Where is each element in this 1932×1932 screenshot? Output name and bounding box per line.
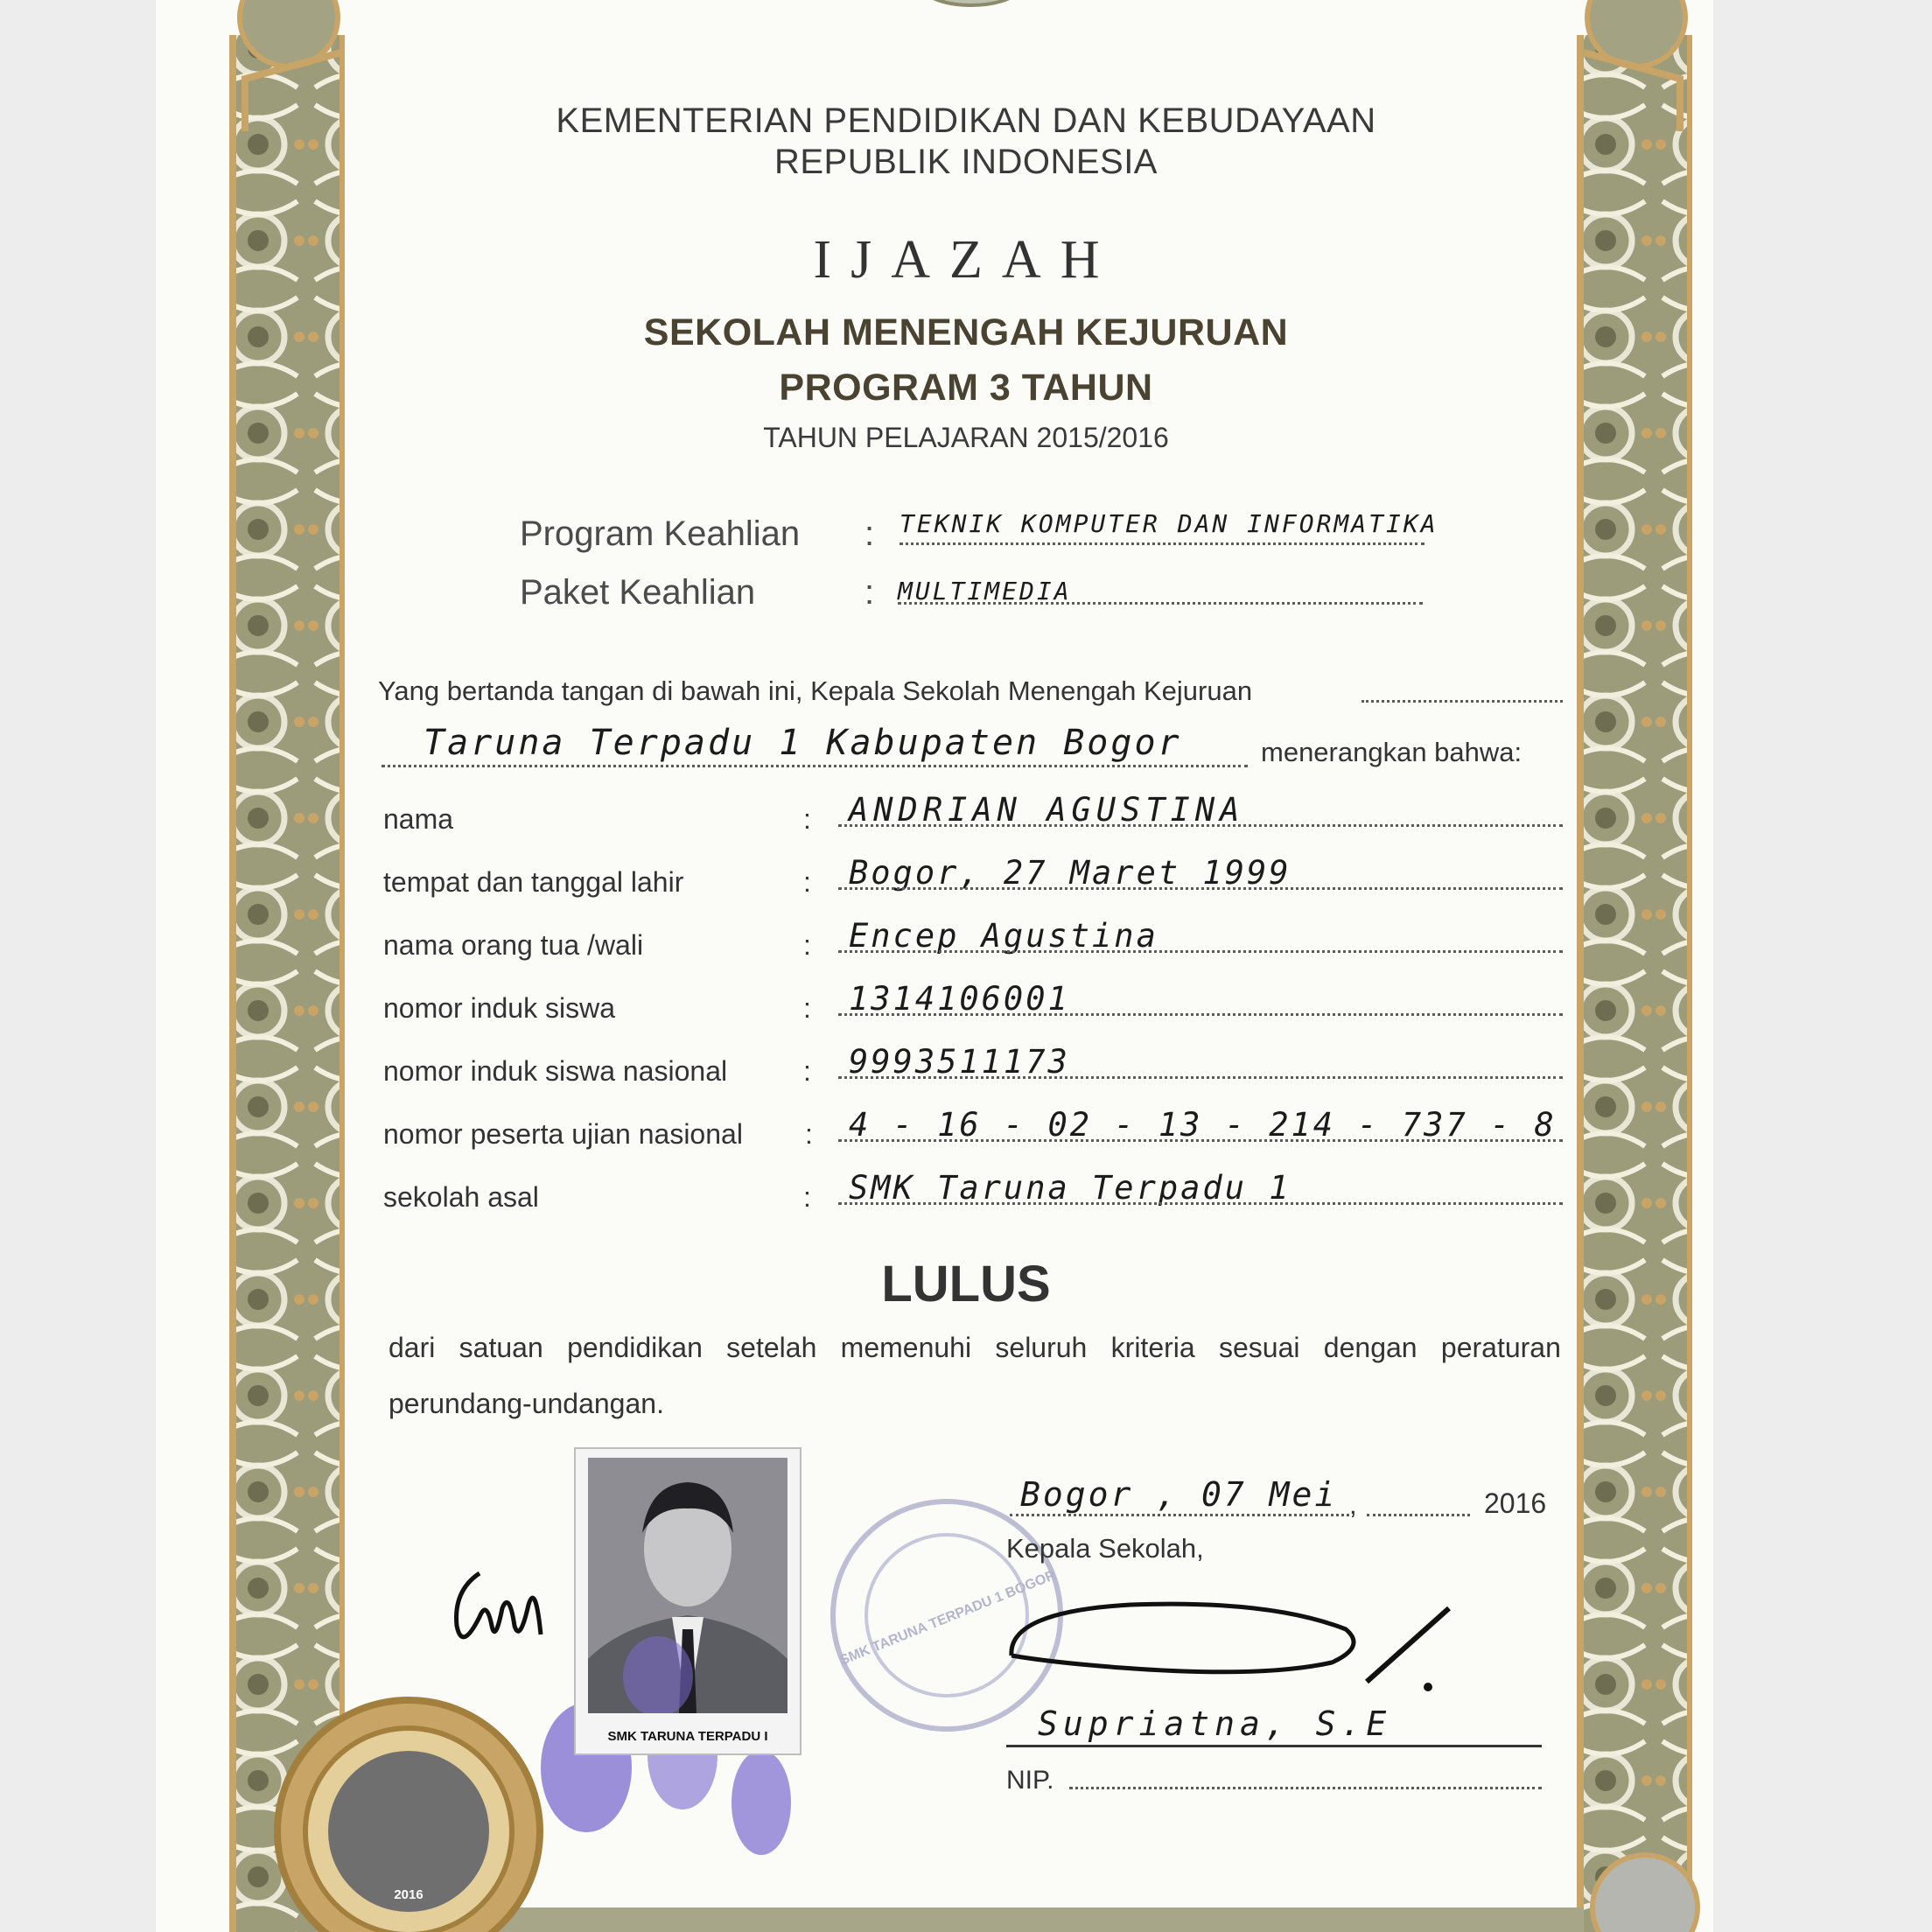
- program-value: TEKNIK KOMPUTER DAN INFORMATIKA: [900, 509, 1438, 538]
- field-dotted-line: [838, 1202, 1563, 1205]
- desc-word: memenuhi: [840, 1332, 972, 1363]
- signing-year: 2016: [1484, 1488, 1547, 1519]
- desc-word: setelah: [726, 1332, 817, 1363]
- desc-word: dengan: [1323, 1332, 1418, 1363]
- desc-word: pendidikan: [567, 1332, 703, 1363]
- gold-seal: [264, 1678, 553, 1932]
- field-label-parent: nama orang tua /wali: [383, 929, 644, 961]
- document-title: IJAZAH: [813, 230, 1119, 290]
- field-colon: :: [803, 1055, 811, 1087]
- principal-title: Kepala Sekolah,: [1006, 1533, 1204, 1564]
- program-colon: :: [864, 514, 875, 553]
- field-value-origin-school: SMK Taruna Terpadu 1: [849, 1169, 1292, 1207]
- graduation-status: LULUS: [881, 1256, 1051, 1312]
- field-colon: :: [803, 929, 811, 961]
- field-label-birth: tempat dan tanggal lahir: [383, 866, 684, 898]
- package-dotted-line: [898, 602, 1423, 605]
- field-value-parent: Encep Agustina: [849, 917, 1158, 955]
- package-colon: :: [864, 573, 875, 612]
- principal-name-underline: [1006, 1745, 1542, 1747]
- principal-signature: [999, 1594, 1472, 1699]
- statement-intro: Yang bertanda tangan di bawah ini, Kepala Sekolah Menengah Kejuruan: [378, 676, 1253, 706]
- program-dotted-line: [900, 542, 1424, 545]
- photo-caption: SMK TARUNA TERPADU I: [607, 1729, 768, 1744]
- student-signature: [444, 1556, 584, 1661]
- date-dotted-line: [1010, 1514, 1349, 1516]
- field-label-origin-school: sekolah asal: [383, 1181, 539, 1213]
- country-name: REPUBLIK INDONESIA: [774, 143, 1158, 181]
- desc-word: peraturan: [1440, 1332, 1561, 1363]
- signing-place-date: Bogor , 07 Mei: [1020, 1475, 1338, 1514]
- field-label-exam-number: nomor peserta ujian nasional: [383, 1118, 743, 1150]
- field-value-nisn: 9993511173: [849, 1043, 1070, 1081]
- field-dotted-line: [838, 1139, 1563, 1142]
- field-dotted-line: [838, 824, 1563, 827]
- statement-closing: menerangkan bahwa:: [1261, 737, 1522, 767]
- field-dotted-line: [838, 1013, 1563, 1016]
- field-colon: :: [805, 1118, 813, 1150]
- field-label-nis: nomor induk siswa: [383, 992, 615, 1024]
- academic-year: TAHUN PELAJARAN 2015/2016: [763, 422, 1169, 453]
- ministry-name: KEMENTERIAN PENDIDIKAN DAN KEBUDAYAAN: [556, 102, 1376, 140]
- stamp-text: SMK TARUNA TERPADU 1 BOGOR: [837, 1567, 1059, 1669]
- photo-image: [588, 1458, 788, 1713]
- date-separator: ,: [1349, 1489, 1357, 1520]
- nip-dotted-line: [1069, 1787, 1542, 1789]
- school-name-handwritten: Taruna Terpadu 1 Kabupaten Bogor: [424, 723, 1182, 763]
- desc-word: sesuai: [1218, 1332, 1300, 1363]
- field-colon: :: [803, 866, 811, 898]
- school-name-dotted-line: [382, 765, 1248, 767]
- package-label: Paket Keahlian: [520, 573, 756, 612]
- field-dotted-line: [838, 950, 1563, 953]
- desc-word: seluruh: [995, 1332, 1088, 1363]
- program-duration-heading: PROGRAM 3 TAHUN: [779, 367, 1153, 409]
- field-value-nis: 1314106001: [849, 980, 1070, 1018]
- student-photo: [574, 1447, 802, 1755]
- seal-year: 2016: [394, 1887, 424, 1902]
- package-value: MULTIMEDIA: [898, 577, 1072, 606]
- field-label-nisn: nomor induk siswa nasional: [383, 1055, 728, 1087]
- desc-word: kriteria: [1110, 1332, 1195, 1363]
- result-description-line2: perundang-undangan.: [388, 1388, 664, 1419]
- field-colon: :: [803, 1181, 811, 1213]
- field-label-nama: nama: [383, 803, 454, 835]
- field-value-exam-number: 4 - 16 - 02 - 13 - 214 - 737 - 8: [849, 1106, 1557, 1144]
- school-type-heading: SEKOLAH MENENGAH KEJURUAN: [643, 312, 1289, 354]
- program-label: Program Keahlian: [520, 514, 801, 553]
- field-colon: :: [803, 803, 811, 835]
- field-dotted-line: [838, 887, 1563, 890]
- field-dotted-line: [838, 1076, 1563, 1079]
- desc-word: dari: [388, 1332, 436, 1363]
- field-value-nama: ANDRIAN AGUSTINA: [849, 791, 1245, 829]
- field-value-birth: Bogor, 27 Maret 1999: [849, 854, 1292, 892]
- principal-name: Supriatna, S.E: [1038, 1704, 1392, 1743]
- statement-dotted-line: [1362, 700, 1563, 703]
- result-description-line1: [388, 1332, 1561, 1364]
- desc-word: satuan: [458, 1332, 543, 1363]
- field-colon: :: [803, 992, 811, 1024]
- nip-label: NIP.: [1006, 1766, 1054, 1795]
- year-dotted-line: [1367, 1514, 1470, 1516]
